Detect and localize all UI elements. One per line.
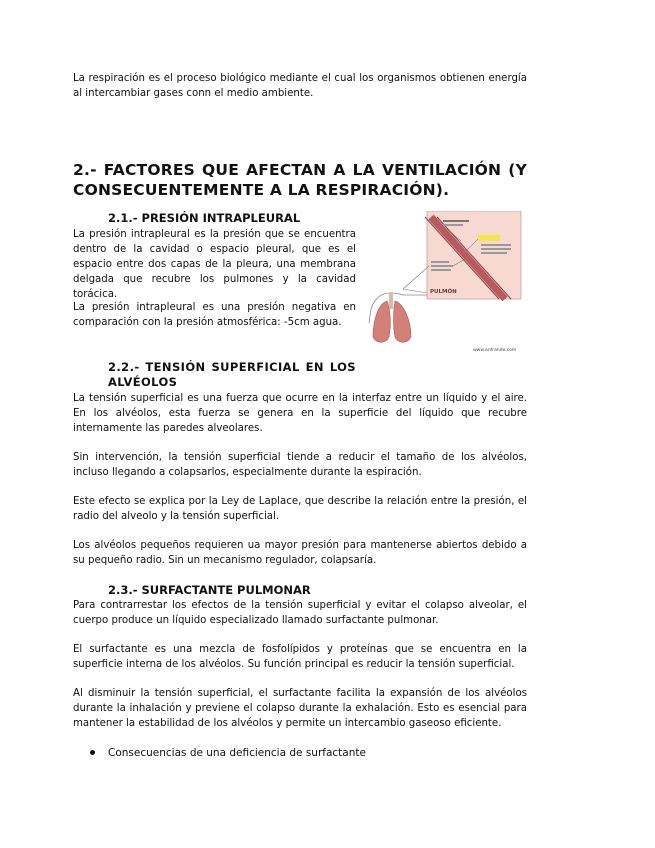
highlight-label-box	[478, 235, 500, 241]
section-2-heading: 2.- FACTORES QUE AFECTAN A LA VENTILACIÓN (Y CONSECUENTEMENTE A LA RESPIRACIÓN).	[73, 161, 527, 199]
pleura-lung-svg	[365, 211, 527, 354]
surfactant-intro: Para contrarrestar los efectos de la tensión superficial y evitar el colapso alveolar, el cuerpo produce un líquido especializado llamado surfactante pulmonar.	[73, 600, 527, 626]
subsection-2-3-heading: 2.3.- SURFACTANTE PULMONAR	[108, 583, 311, 597]
bullet-dot-icon	[90, 750, 95, 755]
laplace-law-paragraph: Este efecto se explica por la Ley de Laplace, que describe la relación entre la presión, el radio del alveolo y la tensión superficial.	[73, 496, 527, 522]
intro-paragraph: La respiración es el proceso biológico mediante el cual los organismos obtienen energía al intercambiar gases conn el medio ambiente.	[73, 73, 527, 99]
surface-tension-effect: Sin intervención, la tensión superficial tiende a reducir el tamaño de los alvéolos, incluso llegando a colapsarlos, especialmente durante la espiración.	[73, 452, 527, 478]
illustration-credit: www.anfrando.com	[473, 348, 517, 353]
surfactant-function: Al disminuir la tensión superficial, el surfactante facilita la expansión de los alvéolos durante la inhalación y previene el colapso durante la exhalación. Esto es esencial para mantener la estabilidad de los alvéolos y permite un intercambio gaseoso eficiente.	[73, 688, 527, 729]
pleura-lung-illustration	[365, 211, 527, 354]
intrapleural-negative-pressure: La presión intrapleural es una presión negativa en comparación con la presión atmosférica: -5cm agua.	[73, 302, 356, 328]
trachea	[389, 293, 393, 309]
zoom-pointer-line	[403, 266, 429, 289]
subsection-2-2-heading: 2.2.- TENSIÓN SUPERFICIAL EN LOS ALVÉOLOS	[108, 360, 356, 389]
pulmon-label: PULMÓN	[430, 289, 457, 295]
surfactant-composition: El surfactante es una mezcla de fosfolípidos y proteínas que se encuentra en la superficie interna de los alvéolos. Su función principal es reducir la tensión superficial.	[73, 644, 527, 670]
left-lung	[373, 301, 390, 342]
surface-tension-definition: La tensión superficial es una fuerza que ocurre en la interfaz entre un líquido y el aire. En los alvéolos, esta fuerza se genera en la superficie del líquido que recubre internamente las paredes alveolares.	[73, 393, 527, 434]
right-lung	[394, 301, 412, 342]
bullet-list-item	[90, 746, 366, 761]
bullet-text: Consecuencias de una deficiencia de surfactante	[108, 747, 366, 759]
subsection-2-1-heading: 2.1.- PRESIÓN INTRAPLEURAL	[108, 211, 301, 225]
intrapleural-definition: La presión intrapleural es la presión que se encuentra dentro de la cavidad o espacio pleural, que es el espacio entre dos capas de la pleura, una membrana delgada que recubre los pulmones y la cavidad torácica.	[73, 229, 356, 300]
small-alveoli-paragraph: Los alvéolos pequeños requieren ua mayor presión para mantenerse abiertos debido a su pequeño radio. Sin un mecanismo regulador, colapsaría.	[73, 540, 527, 566]
